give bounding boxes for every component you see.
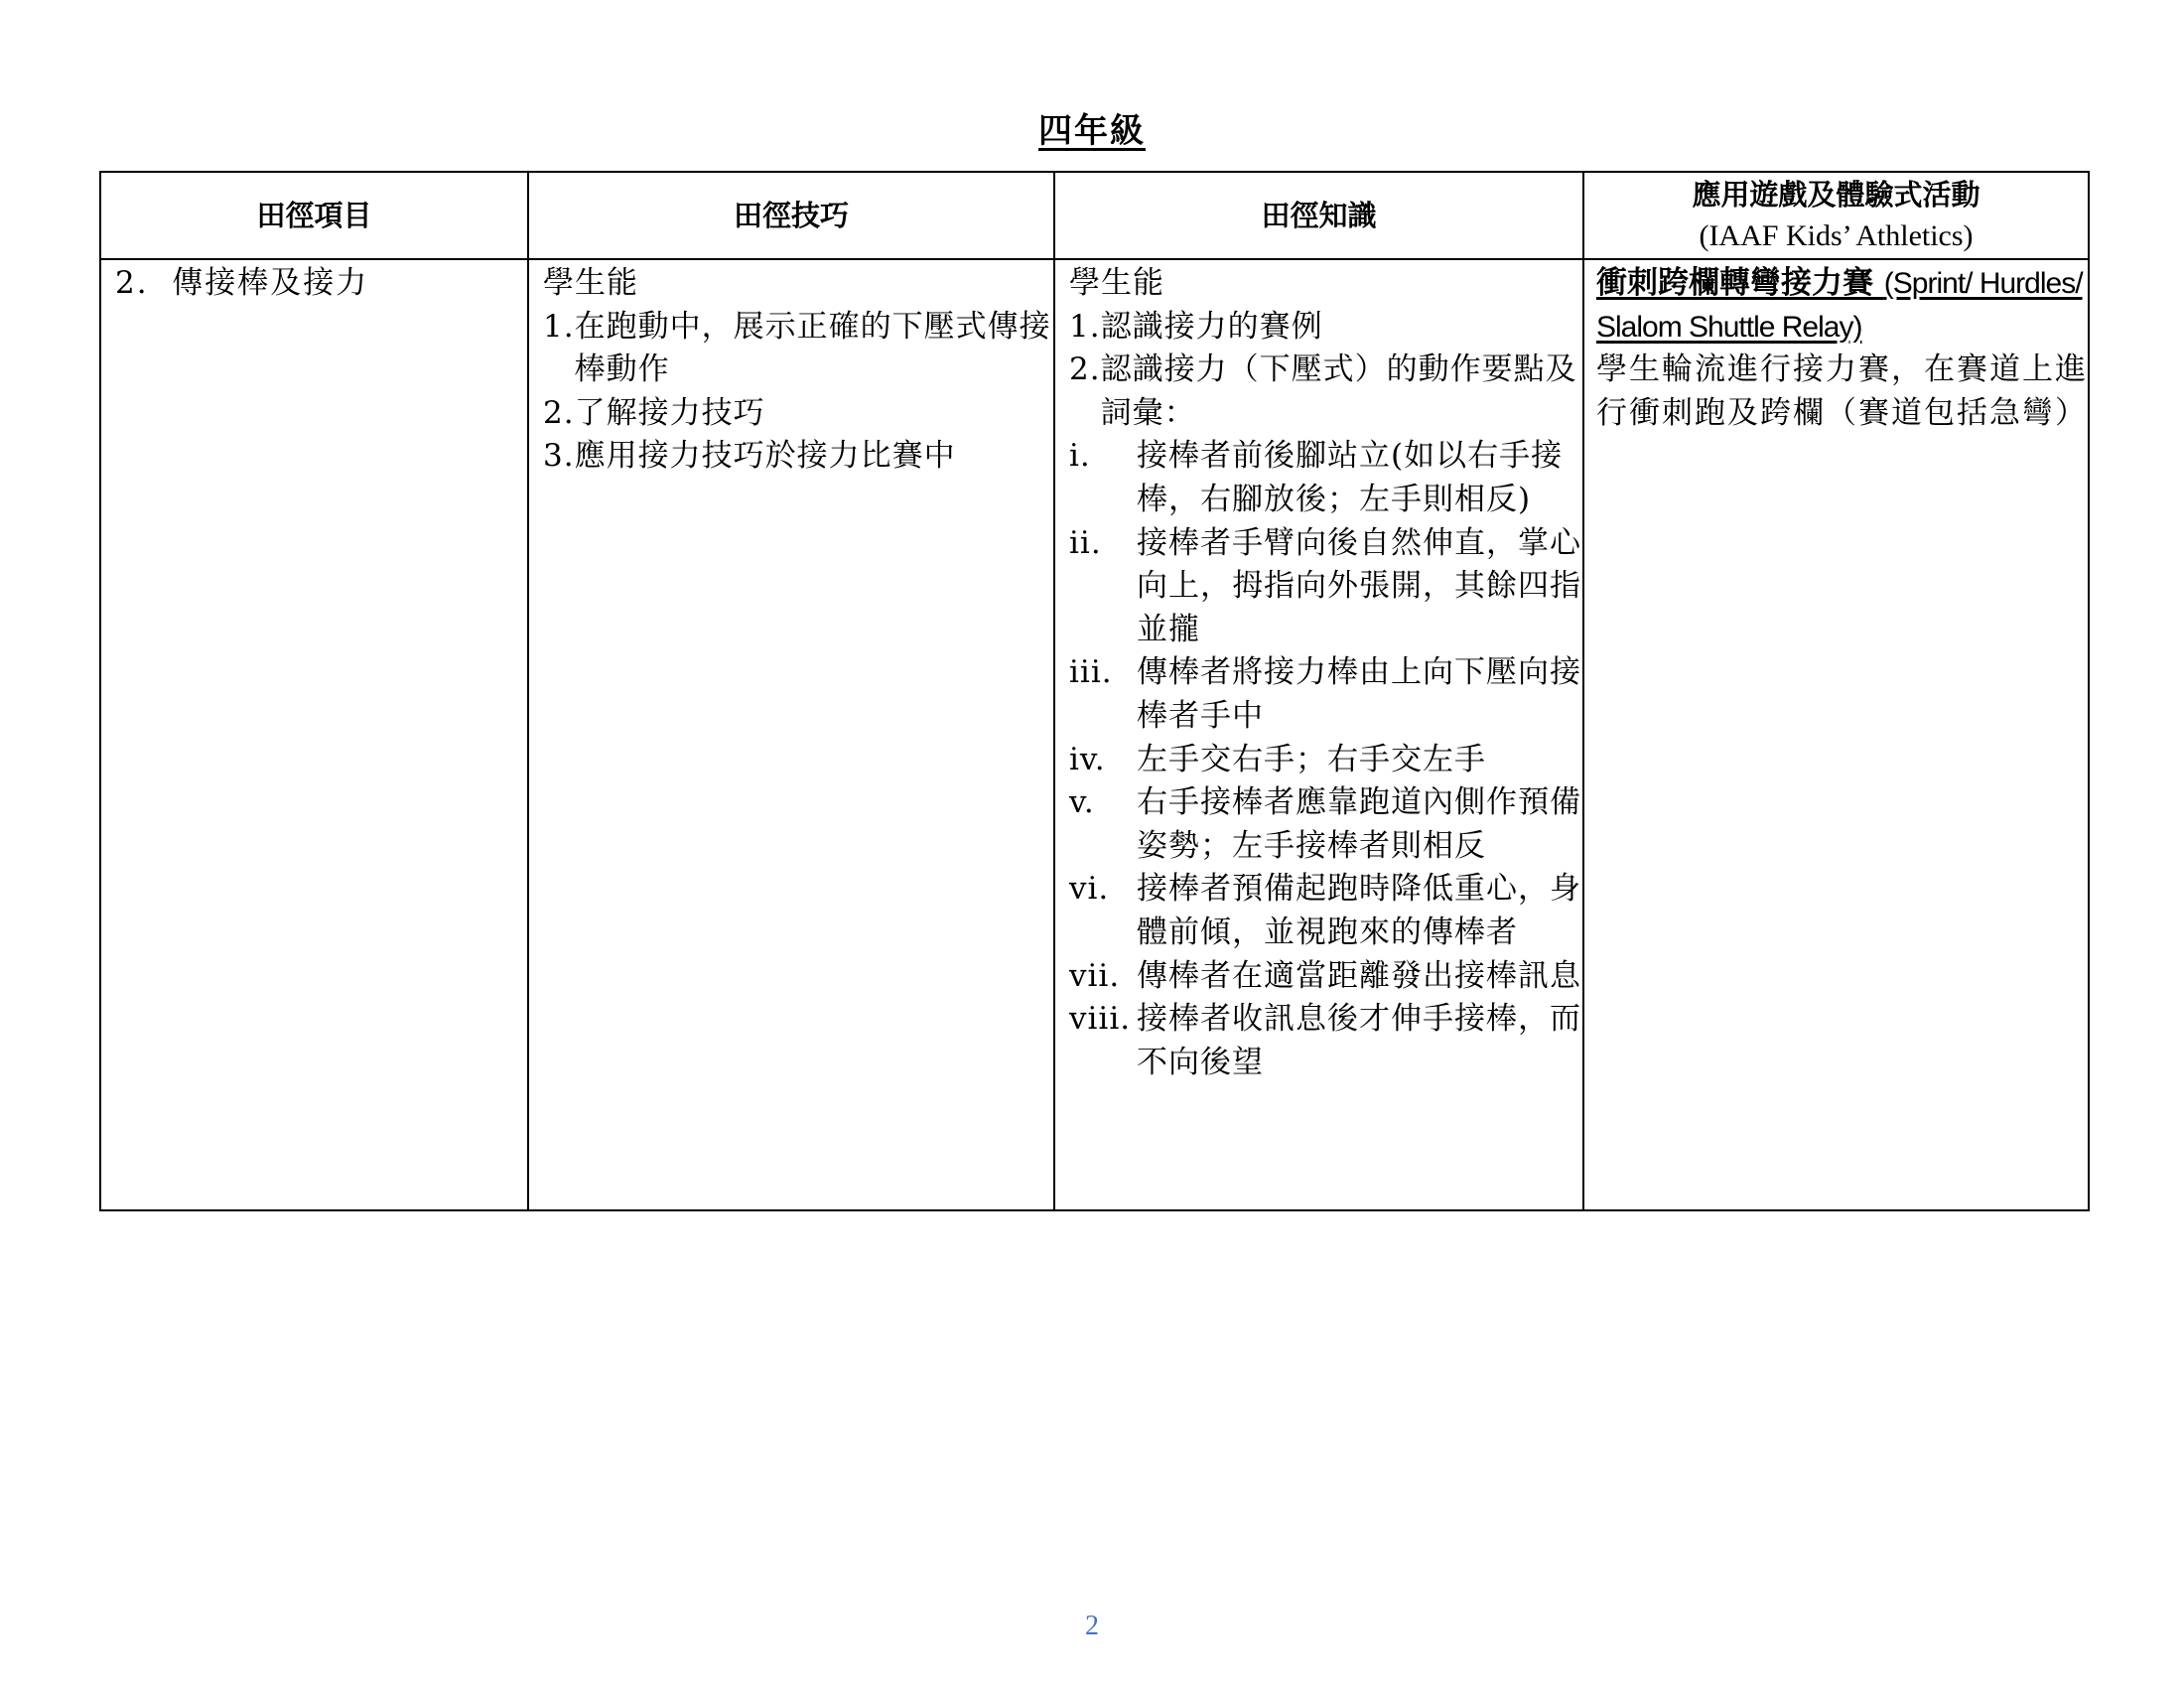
skills-list <box>543 306 1053 479</box>
list-item-number: 2. <box>543 394 575 431</box>
activity-description: 學生輪流進行接力賽，在賽道上進行衝刺跑及跨欄（賽道包括急彎） <box>1596 352 2088 431</box>
list-item-number: iii. <box>1069 654 1113 691</box>
list-item-text: 右手接棒者應靠跑道內側作預備姿勢；左手接棒者則相反 <box>1137 784 1581 864</box>
list-item <box>1069 349 1582 435</box>
list-item-text: 接棒者預備起跑時降低重心，身體前傾，並視跑來的傳棒者 <box>1137 871 1581 950</box>
list-item-number: viii. <box>1069 1001 1132 1038</box>
header-knowledge: 田徑知識 <box>1054 172 1583 259</box>
list-item-number: vii. <box>1069 957 1121 994</box>
list-item <box>543 392 1053 436</box>
list-item <box>1069 522 1582 652</box>
list-item <box>1069 868 1582 954</box>
list-item-number: 3. <box>543 438 575 475</box>
curriculum-table <box>99 171 2090 1211</box>
cell-item <box>100 259 528 1210</box>
activity-title-zh: 衝刺跨欄轉彎接力賽 <box>1596 265 1873 301</box>
activity-title <box>1596 262 2088 349</box>
list-item-number: vi. <box>1069 871 1110 908</box>
list-item <box>543 435 1053 479</box>
list-item-number: 1. <box>543 308 575 345</box>
knowledge-points-list <box>1069 435 1582 1084</box>
header-activities-subtitle: (IAAF Kids’ Athletics) <box>1699 219 1974 252</box>
header-skills: 田徑技巧 <box>528 172 1054 259</box>
list-item-text: 傳棒者將接力棒由上向下壓向接棒者手中 <box>1137 654 1581 734</box>
list-item <box>1069 998 1582 1084</box>
header-activities <box>1583 172 2089 259</box>
list-item-text: 左手交右手；右手交左手 <box>1137 741 1486 777</box>
list-item-number: i. <box>1069 438 1091 475</box>
table-row <box>100 259 2089 1210</box>
header-item: 田徑項目 <box>100 172 528 259</box>
cell-skills <box>528 259 1054 1210</box>
list-item-text: 接棒者前後腳站立(如以右手接棒，右腳放後；左手則相反) <box>1137 438 1564 517</box>
list-item-text: 應用接力技巧於接力比賽中 <box>574 438 956 475</box>
list-item-number: iv. <box>1069 741 1106 777</box>
item-label: 2. 傳接棒及接力 <box>115 265 369 301</box>
table-header-row <box>100 172 2089 259</box>
cell-activities <box>1583 259 2089 1210</box>
list-item-text: 認識接力（下壓式）的動作要點及詞彙： <box>1100 352 1577 431</box>
list-item <box>543 306 1053 392</box>
list-item <box>1069 651 1582 738</box>
list-item-number: v. <box>1069 784 1095 821</box>
list-item-text: 了解接力技巧 <box>574 394 765 431</box>
activity-title-en: (Sprint/ Hurdles/ Slalom Shuttle Relay) <box>1596 267 2083 344</box>
page-title <box>0 103 2184 152</box>
list-item <box>1069 739 1582 782</box>
skills-intro: 學生能 <box>543 265 638 301</box>
cell-knowledge <box>1054 259 1583 1210</box>
list-item <box>1069 781 1582 868</box>
list-item-text: 在跑動中，展示正確的下壓式傳接棒動作 <box>574 308 1051 388</box>
list-item-number: 1. <box>1069 308 1101 345</box>
page-number: 2 <box>1085 1611 1099 1641</box>
header-activities-title: 應用遊戲及體驗式活動 <box>1692 178 1980 211</box>
list-item <box>1069 435 1582 521</box>
knowledge-list <box>1069 306 1582 436</box>
list-item-number: ii. <box>1069 524 1102 561</box>
list-item-text: 傳棒者在適當距離發出接棒訊息 <box>1137 957 1581 994</box>
list-item-text: 接棒者收訊息後才伸手接棒，而不向後望 <box>1137 1001 1581 1080</box>
knowledge-intro: 學生能 <box>1069 265 1164 301</box>
page-title-text: 四年級 <box>1038 111 1146 151</box>
list-item-text: 認識接力的賽例 <box>1100 308 1323 345</box>
list-item-number: 2. <box>1069 352 1101 388</box>
list-item <box>1069 306 1582 350</box>
list-item-text: 接棒者手臂向後自然伸直，掌心向上，拇指向外張開，其餘四指並攏 <box>1137 524 1581 647</box>
list-item <box>1069 955 1582 999</box>
